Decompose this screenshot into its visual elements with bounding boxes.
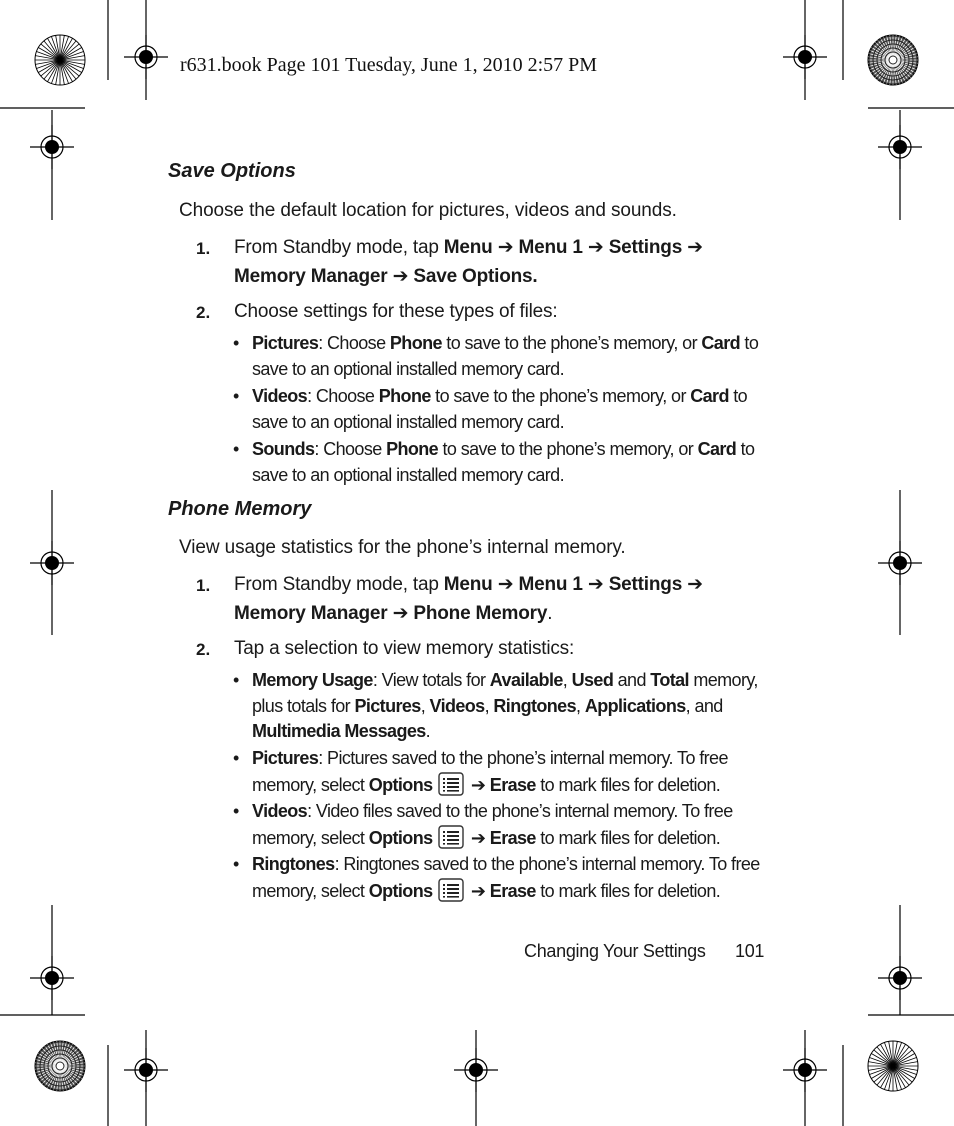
bullet-pm-pictures: • Pictures: Pictures saved to the phone’s internal memory. To free memory, select Options ➔ Erase to mark files for deletion. [233, 746, 768, 803]
registration-mark-icon [783, 1048, 827, 1092]
registration-mark-icon [878, 541, 922, 585]
bullet-pictures: • Pictures: Choose Phone to save to the phone’s memory, or Card to save to an optional installed memory card. [233, 333, 759, 379]
print-slug: r631.book Page 101 Tuesday, June 1, 2010 2:57 PM [180, 54, 598, 76]
registration-mark-icon [124, 1048, 168, 1092]
section-title-phone-memory: Phone Memory [168, 498, 312, 520]
step-number: 1. [196, 239, 211, 258]
registration-mark-icon [30, 956, 74, 1000]
registration-mark-icon [878, 956, 922, 1000]
save-options-step-2: Choose settings for these types of files: [234, 301, 558, 322]
options-menu-icon [438, 878, 464, 910]
footer-section: Changing Your Settings [524, 941, 706, 961]
starburst-target-icon [33, 1039, 87, 1093]
save-options-step-1: From Standby mode, tap Menu ➔ Menu 1 ➔ Settings ➔ Memory Manager ➔ Save Options. [234, 237, 703, 287]
registration-mark-icon [124, 35, 168, 79]
phone-memory-step-2: Tap a selection to view memory statistics: [234, 638, 575, 659]
step-number: 2. [196, 640, 211, 659]
bullet-memory-usage: • Memory Usage: View totals for Available, Used and Total memory, plus totals for Pictures, Videos, Ringtones, Applications, and Multimedia Messages. [233, 670, 758, 741]
registration-mark-icon [30, 125, 74, 169]
registration-mark-icon [783, 35, 827, 79]
starburst-target-icon [866, 1039, 920, 1093]
registration-mark-icon [30, 541, 74, 585]
save-options-intro: Choose the default location for pictures, videos and sounds. [179, 200, 677, 221]
bullet-sounds: • Sounds: Choose Phone to save to the phone’s memory, or Card to save to an optional installed memory card. [233, 439, 755, 485]
starburst-target-icon [33, 33, 87, 87]
phone-memory-step-1: From Standby mode, tap Menu ➔ Menu 1 ➔ Settings ➔ Memory Manager ➔ Phone Memory. [234, 574, 703, 624]
bullet-videos: • Videos: Choose Phone to save to the phone’s memory, or Card to save to an optional installed memory card. [233, 386, 748, 432]
phone-memory-intro: View usage statistics for the phone’s internal memory. [179, 537, 626, 558]
bullet-pm-ringtones: • Ringtones: Ringtones saved to the phone’s internal memory. To free memory, select Options ➔ Erase to mark files for deletion. [233, 852, 768, 909]
registration-mark-icon [878, 125, 922, 169]
registration-mark-icon [454, 1048, 498, 1092]
page-number: 101 [735, 941, 765, 961]
section-title-save-options: Save Options [168, 160, 296, 182]
step-number: 2. [196, 303, 211, 322]
bullet-pm-videos: • Videos: Video files saved to the phone’s internal memory. To free memory, select Options ➔ Erase to mark files for deletion. [233, 799, 768, 856]
step-number: 1. [196, 576, 211, 595]
starburst-target-icon [866, 33, 920, 87]
